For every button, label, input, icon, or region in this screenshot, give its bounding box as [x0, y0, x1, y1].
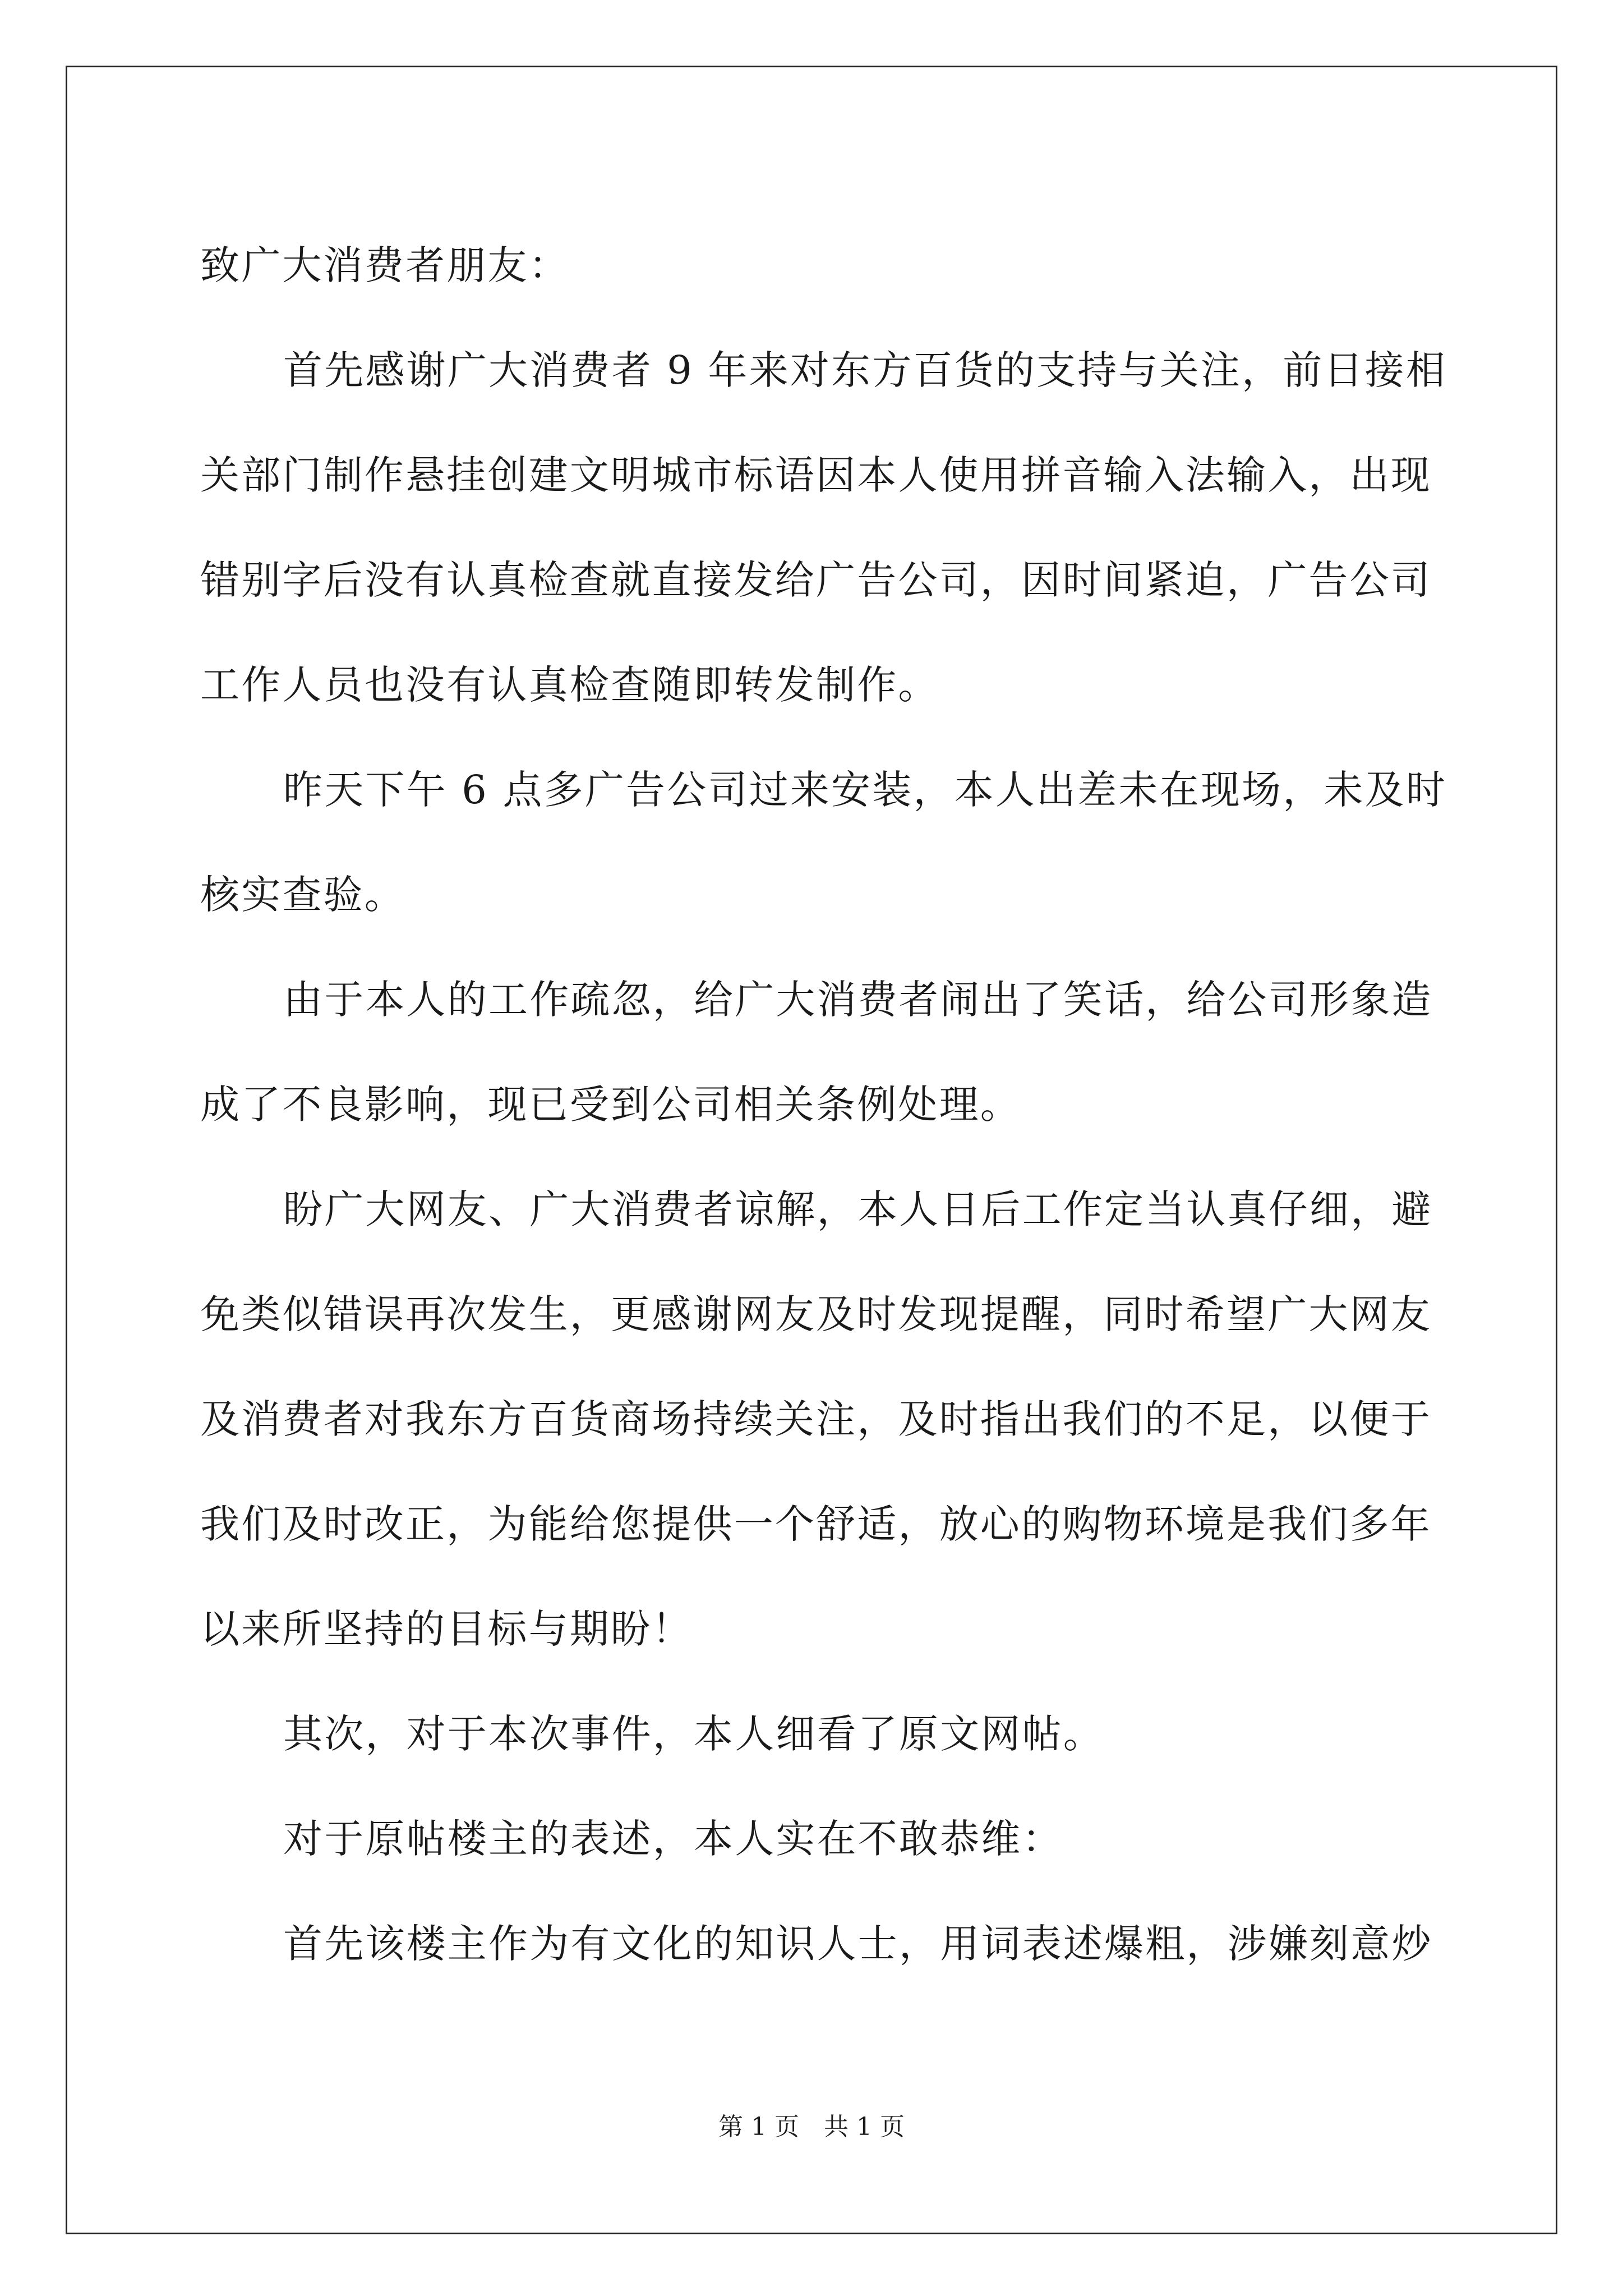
- letter-line: 错别字后没有认真检查就直接发给广告公司，因时间紧迫，广告公司: [200, 557, 1432, 603]
- letter-line: 首先感谢广大消费者 9 年来对东方百货的支持与关注，前日接相: [283, 347, 1447, 393]
- letter-line: 核实查验。: [200, 872, 405, 918]
- letter-line: 及消费者对我东方百货商场持续关注，及时指出我们的不足，以便于: [200, 1396, 1432, 1442]
- letter-line: 盼广大网友、广大消费者谅解，本人日后工作定当认真仔细，避: [283, 1186, 1433, 1232]
- letter-line: 成了不良影响，现已受到公司相关条例处理。: [200, 1082, 1021, 1128]
- letter-line: 其次，对于本次事件，本人细看了原文网帖。: [283, 1711, 1104, 1757]
- letter-line: 以来所坚持的目标与期盼！: [200, 1606, 693, 1652]
- letter-line: 免类似错误再次发生，更感谢网友及时发现提醒，同时希望广大网友: [200, 1291, 1432, 1337]
- letter-line: 对于原帖楼主的表述，本人实在不敢恭维：: [283, 1816, 1063, 1862]
- letter-line: 工作人员也没有认真检查随即转发制作。: [200, 662, 939, 708]
- letter-body: [200, 213, 1447, 1996]
- letter-line: 昨天下午 6 点多广告公司过来安装，本人出差未在现场，未及时: [283, 767, 1447, 813]
- letter-line: 由于本人的工作疏忽，给广大消费者闹出了笑话，给公司形象造: [283, 977, 1433, 1023]
- letter-line: 关部门制作悬挂创建文明城市标语因本人使用拼音输入法输入，出现: [200, 452, 1432, 498]
- page-number-footer: 第 1 页 共 1 页: [718, 2113, 905, 2141]
- letter-line: 我们及时改正，为能给您提供一个舒适，放心的购物环境是我们多年: [200, 1501, 1432, 1547]
- letter-line: 首先该楼主作为有文化的知识人士，用词表述爆粗，涉嫌刻意炒: [283, 1921, 1433, 1967]
- letter-salutation: 致广大消费者朋友：: [200, 242, 570, 288]
